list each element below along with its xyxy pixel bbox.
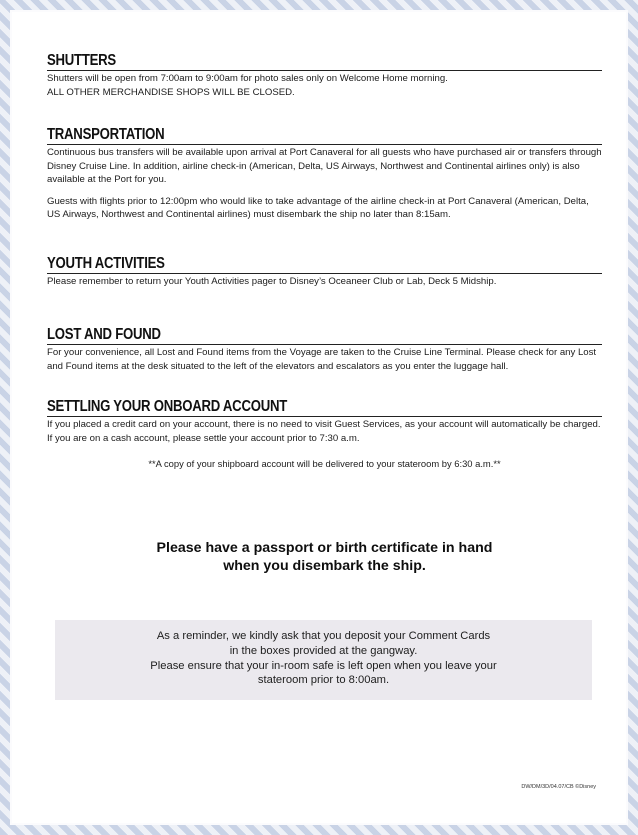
section-shutters <box>47 52 602 99</box>
section-text <box>47 72 602 99</box>
section-transportation <box>47 126 602 222</box>
section-youth-activities <box>47 255 602 289</box>
document-code: DW/DM/3D/04.07/CB ©Disney <box>521 784 596 790</box>
section-lost-and-found <box>47 326 602 373</box>
section-heading: SETTLING YOUR ONBOARD ACCOUNT <box>47 398 288 415</box>
reminder-line: stateroom prior to 8:00am. <box>257 674 390 687</box>
section-settling-account <box>47 398 602 445</box>
section-text: Guests with flights prior to 12:00pm who would like to take advantage of the airline check-in at Port Canaveral (American, Delta, US Airways, Northwest and Continental airlines) must disembark the ship no later than 8:15am. <box>47 195 589 220</box>
heading-rule <box>47 144 602 145</box>
section-heading: TRANSPORTATION <box>47 126 165 143</box>
document-page <box>12 12 626 823</box>
section-text: Continuous bus transfers will be available upon arrival at Port Canaveral for all guests who have purchased air or transfers through Disney Cruise Line. In addition, airline check-in (American, Delta, US Airways, Northwest and Continental airlines only) is also available at the Port for you. <box>47 147 602 185</box>
heading-rule <box>47 416 602 417</box>
section-text: If you placed a credit card on your account, there is no need to visit Guest Services, as your account will automatically be charged. If you are on a cash account, please settle your account prior to 7:30 a.m. <box>47 419 601 444</box>
heading-rule <box>47 344 602 345</box>
section-heading: LOST AND FOUND <box>47 326 161 343</box>
section-text: Please remember to return your Youth Activities pager to Disney’s Oceaneer Club or Lab, Deck 5 Midship. <box>47 276 497 287</box>
section-heading: YOUTH ACTIVITIES <box>47 255 165 272</box>
text-line: Shutters will be open from 7:00am to 9:00am for photo sales only on Welcome Home morning. <box>47 73 448 84</box>
passport-notice <box>47 539 602 575</box>
heading-rule <box>47 273 602 274</box>
passport-line: when you disembark the ship. <box>223 558 426 574</box>
reminder-line: in the boxes provided at the gangway. <box>229 644 418 657</box>
passport-line: Please have a passport or birth certificate in hand <box>156 540 493 556</box>
reminder-box <box>55 620 592 700</box>
section-heading: SHUTTERS <box>47 52 116 69</box>
reminder-line: Please ensure that your in-room safe is left open when you leave your <box>150 659 497 672</box>
account-note: **A copy of your shipboard account will be delivered to your stateroom by 6:30 a.m.** <box>148 458 501 469</box>
heading-rule <box>47 70 602 71</box>
section-text: For your convenience, all Lost and Found items from the Voyage are taken to the Cruise Line Terminal. Please check for any Lost and Found items at the desk situated to the left of the elevators and escalators as you enter the luggage hall. <box>47 347 597 372</box>
reminder-line: As a reminder, we kindly ask that you deposit your Comment Cards <box>156 630 491 642</box>
text-line: ALL OTHER MERCHANDISE SHOPS WILL BE CLOSED. <box>47 86 295 98</box>
